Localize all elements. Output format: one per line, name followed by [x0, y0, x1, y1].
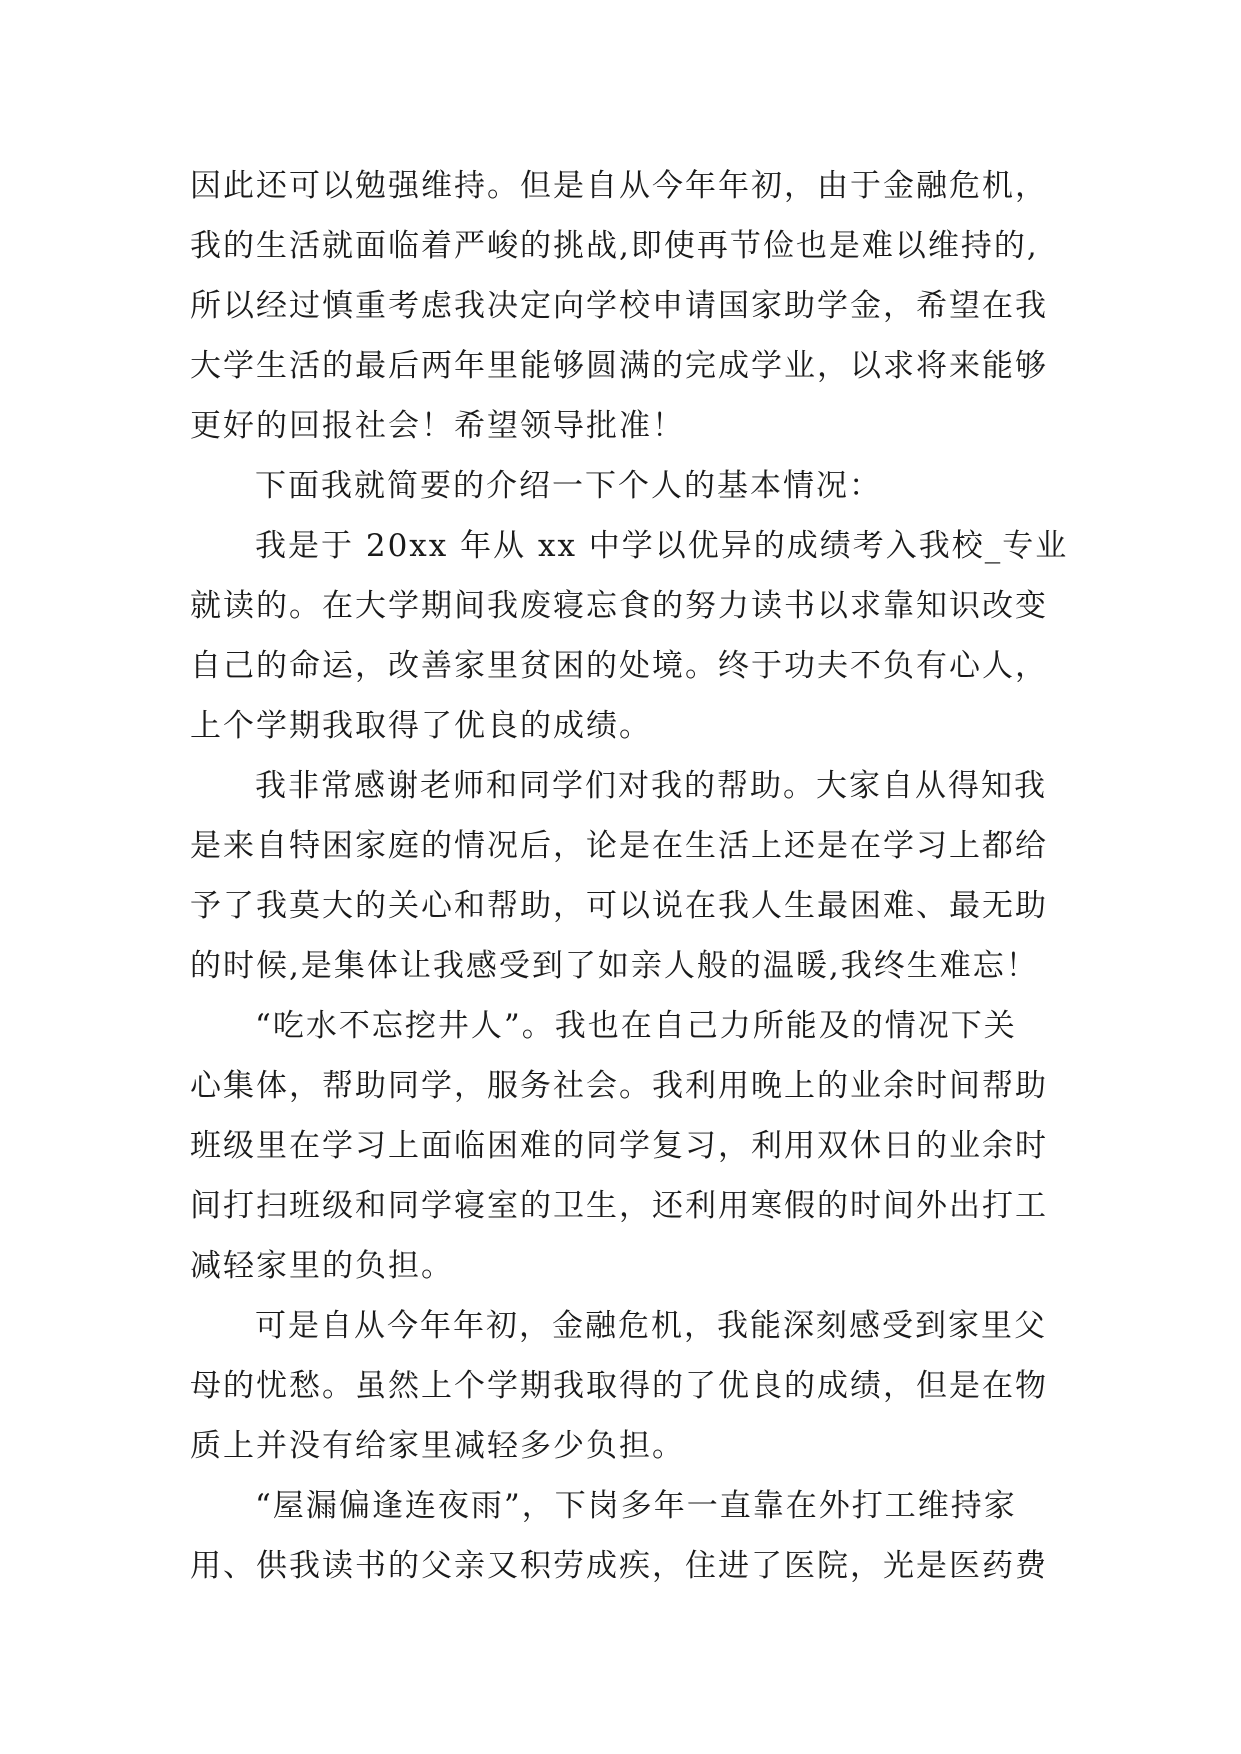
text-line: 质上并没有给家里减轻多少负担。 — [190, 1428, 685, 1464]
text-line: 予了我莫大的关心和帮助，可以说在我人生最困难、最无助 — [190, 888, 1048, 924]
text-line: 上个学期我取得了优良的成绩。 — [190, 708, 652, 744]
paragraph-first-line: 我是于 20xx 年从 xx 中学以优异的成绩考入我校_专业 — [255, 528, 1069, 564]
text-line: 班级里在学习上面临困难的同学复习，利用双休日的业余时 — [190, 1128, 1048, 1164]
text-line: 母的忧愁。虽然上个学期我取得的了优良的成绩，但是在物 — [190, 1368, 1048, 1404]
text-line: 所以经过慎重考虑我决定向学校申请国家助学金，希望在我 — [190, 288, 1048, 324]
paragraph-first-line: “吃水不忘挖井人”。我也在自己力所能及的情况下关 — [255, 1008, 1017, 1044]
text-line: 更好的回报社会！希望领导批准！ — [190, 408, 685, 444]
paragraph-first-line: 下面我就简要的介绍一下个人的基本情况： — [255, 468, 882, 504]
text-line: 减轻家里的负担。 — [190, 1248, 454, 1284]
text-line: 我的生活就面临着严峻的挑战,即使再节俭也是难以维持的, — [190, 228, 1039, 264]
text-line: 因此还可以勉强维持。但是自从今年年初，由于金融危机， — [190, 168, 1048, 204]
paragraph-first-line: 可是自从今年年初，金融危机，我能深刻感受到家里父 — [255, 1308, 1047, 1344]
paragraph-first-line: “屋漏偏逢连夜雨”，下岗多年一直靠在外打工维持家 — [255, 1488, 1017, 1524]
text-line: 心集体，帮助同学，服务社会。我利用晚上的业余时间帮助 — [190, 1068, 1048, 1104]
text-line: 就读的。在大学期间我废寝忘食的努力读书以求靠知识改变 — [190, 588, 1048, 624]
paragraph-first-line: 我非常感谢老师和同学们对我的帮助。大家自从得知我 — [255, 768, 1047, 804]
text-line: 间打扫班级和同学寝室的卫生，还利用寒假的时间外出打工 — [190, 1188, 1048, 1224]
text-line: 自己的命运，改善家里贫困的处境。终于功夫不负有心人， — [190, 648, 1048, 684]
text-line: 用、供我读书的父亲又积劳成疾，住进了医院，光是医药费 — [190, 1548, 1048, 1584]
text-line: 是来自特困家庭的情况后，论是在生活上还是在学习上都给 — [190, 828, 1048, 864]
text-line: 大学生活的最后两年里能够圆满的完成学业，以求将来能够 — [190, 348, 1048, 384]
text-line: 的时候,是集体让我感受到了如亲人般的温暖,我终生难忘！ — [190, 948, 1039, 984]
